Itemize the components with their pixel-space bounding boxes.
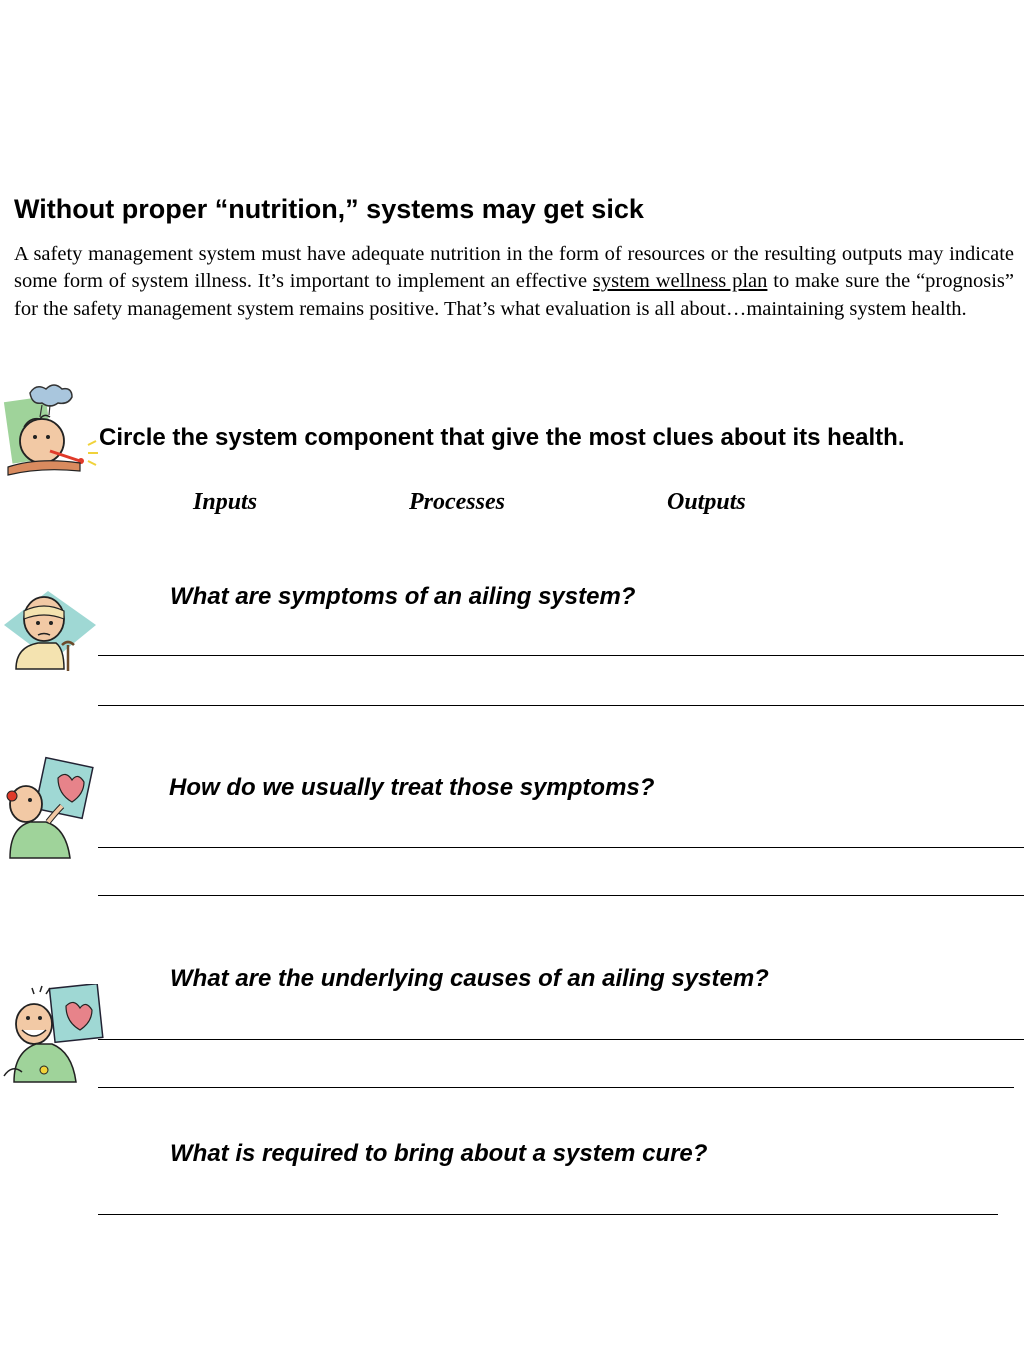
question-cure: What is required to bring about a system cure? — [170, 1140, 708, 1167]
choice-inputs[interactable]: Inputs — [193, 489, 258, 515]
question-treatment: How do we usually treat those symptoms? — [169, 774, 655, 801]
choice-processes[interactable]: Processes — [409, 489, 505, 515]
choice-outputs[interactable]: Outputs — [667, 489, 746, 515]
answer-line[interactable] — [98, 1087, 1014, 1088]
system-wellness-plan-link[interactable]: system wellness plan — [592, 270, 768, 293]
sick-person-illustration — [2, 383, 100, 481]
answer-line[interactable] — [98, 655, 1024, 656]
answer-line[interactable] — [98, 1214, 998, 1215]
page-title: Without proper “nutrition,” systems may get sick — [14, 194, 644, 224]
question-causes: What are the underlying causes of an ailing system? — [170, 965, 769, 992]
happy-doctor-illustration — [0, 984, 104, 1084]
question-symptoms: What are symptoms of an ailing system? — [170, 583, 636, 610]
intro-paragraph — [14, 241, 1014, 323]
intro-text-after: to make sure the “prognosis” for the safety management system remains positive. That’s what evaluation is all about…maintaining system health. — [14, 270, 1015, 320]
answer-line[interactable] — [98, 847, 1024, 848]
answer-line[interactable] — [98, 705, 1024, 706]
circle-prompt: Circle the system component that give the most clues about its health. — [99, 424, 905, 451]
answer-line[interactable] — [98, 1039, 1024, 1040]
answer-line[interactable] — [98, 895, 1024, 896]
doctor-xray-illustration — [0, 756, 96, 860]
injured-person-illustration — [2, 585, 98, 673]
intro-text-before: A safety management system must have adequate nutrition in the form of resources or the resulting outputs may indicate some form of system illness. It’s important to implement an effective — [14, 243, 1014, 293]
